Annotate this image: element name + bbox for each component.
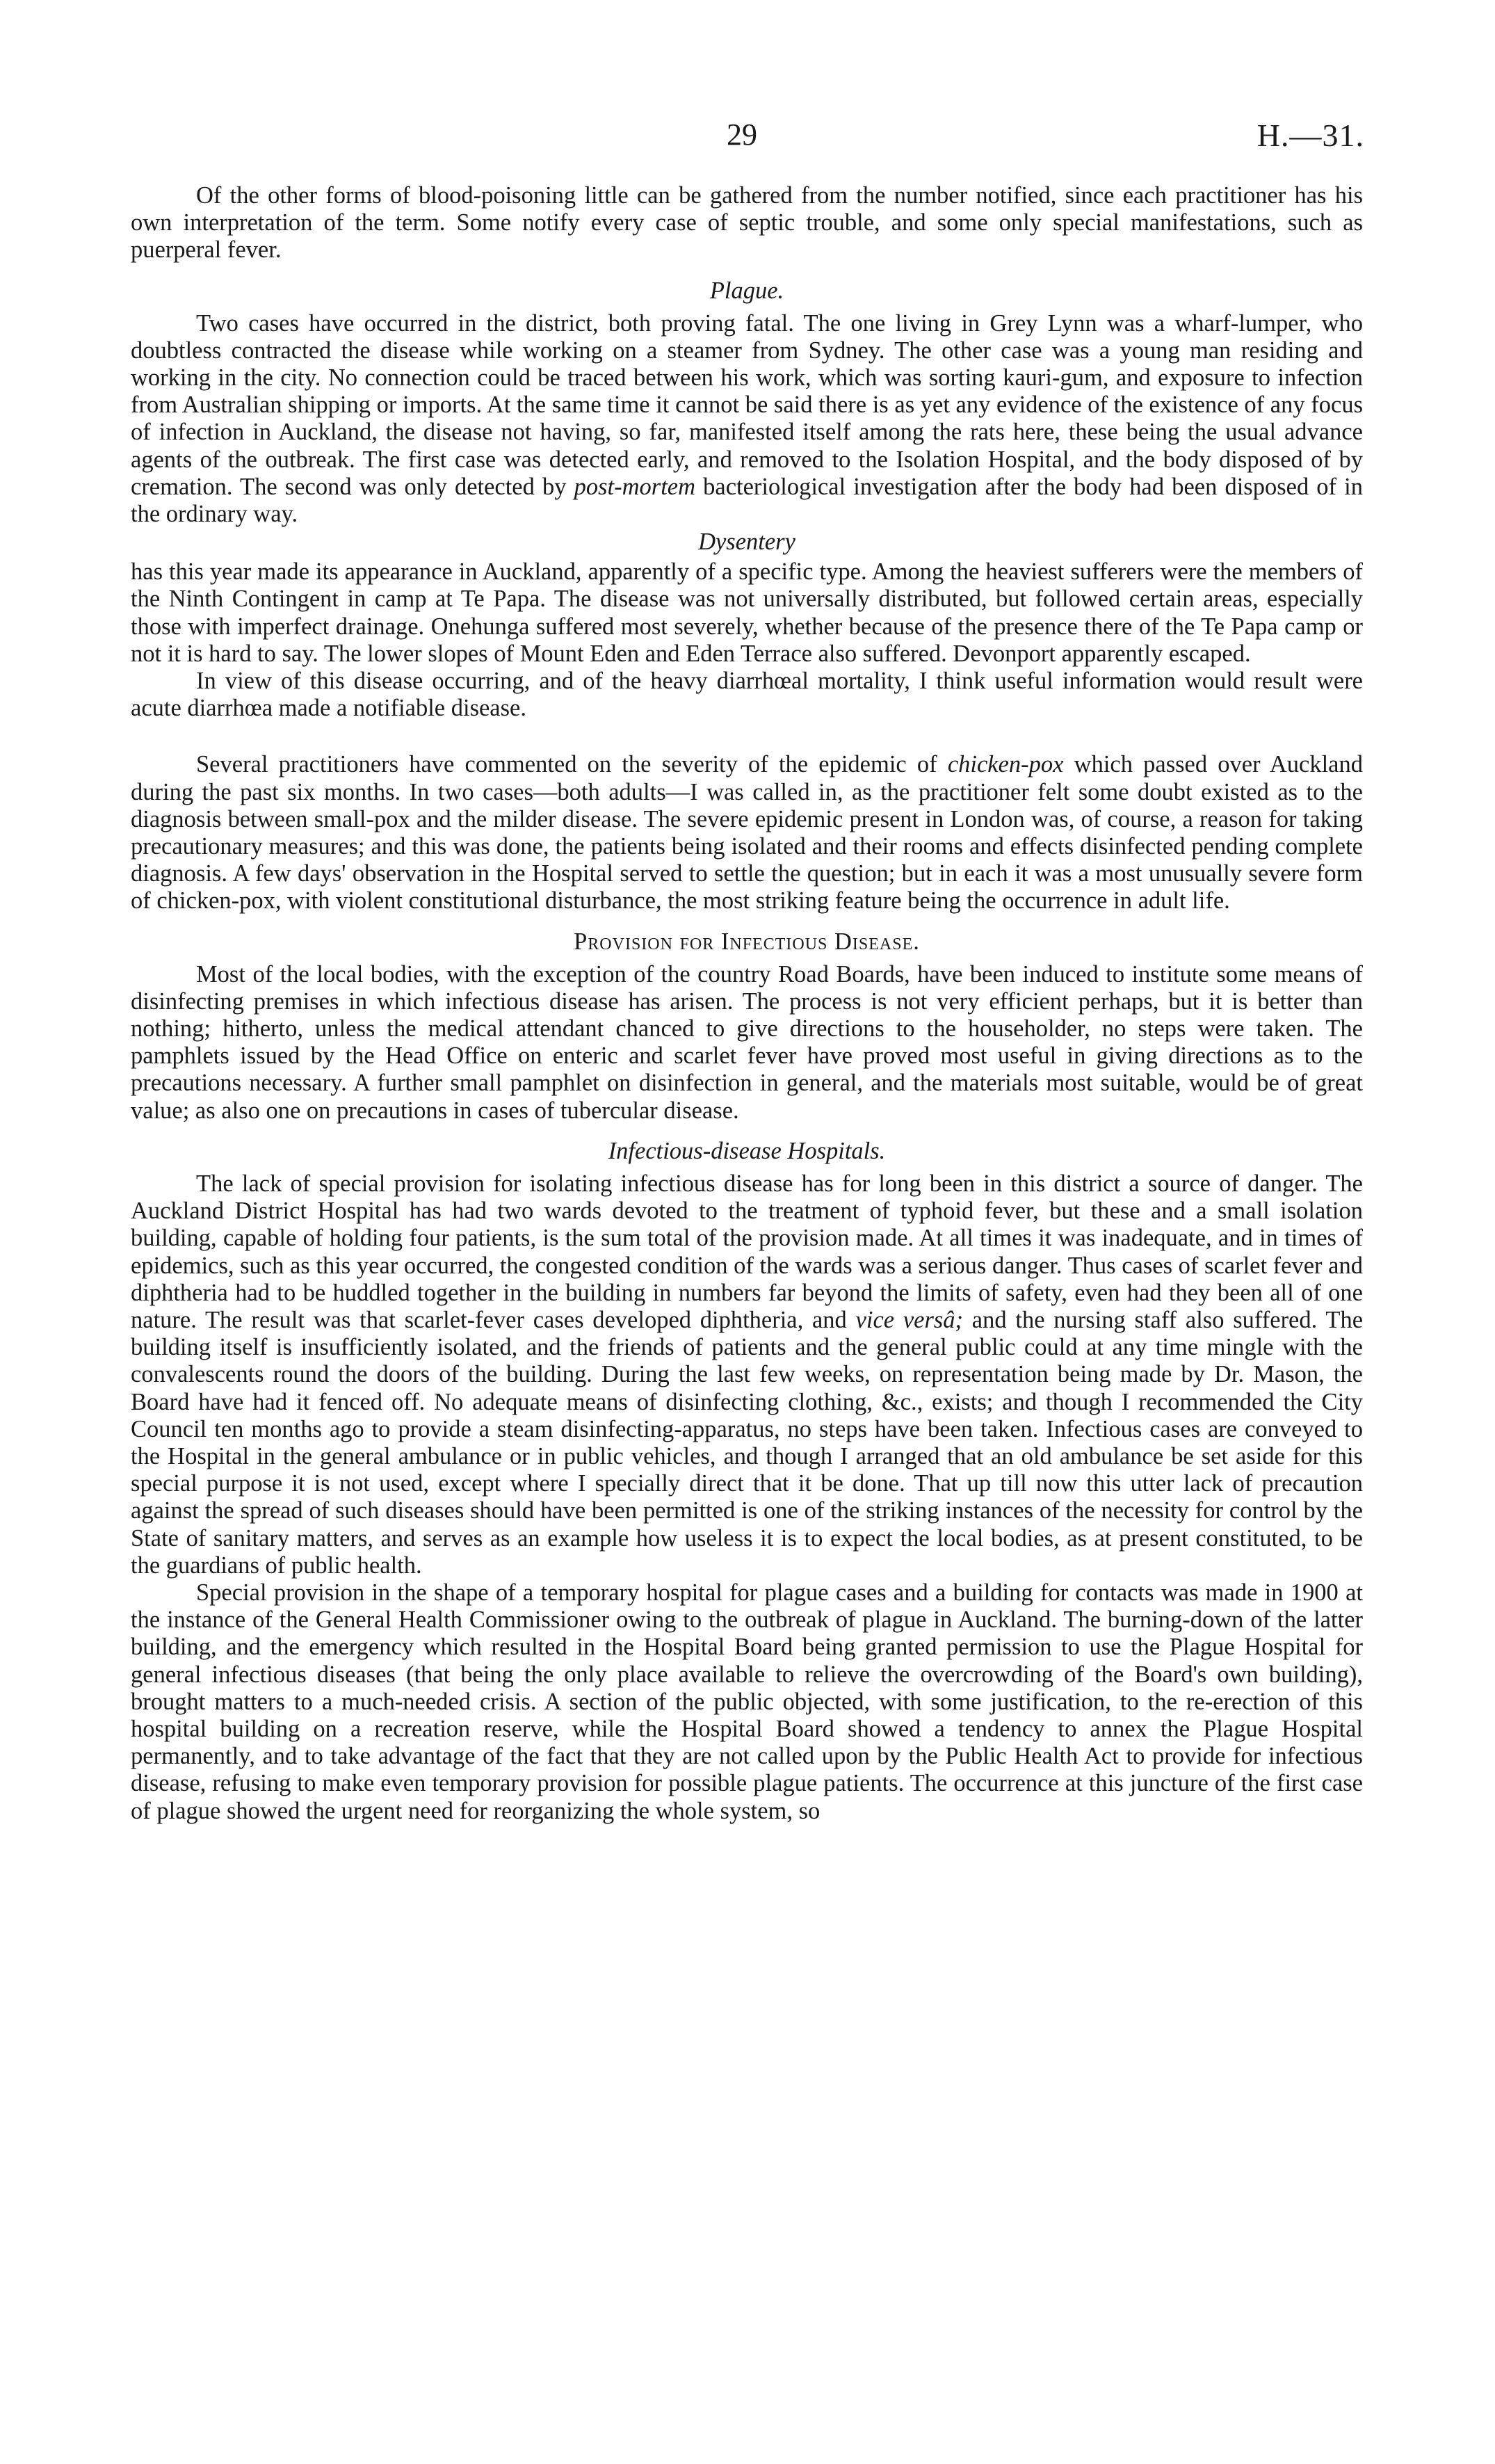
spacer	[131, 722, 1363, 751]
hospitals-text-end: and the nursing staff also suffered. The building itself is insufficiently isolated, and the friends of patients and the general public could at any time mingle with the convalescents round the doors of the building. During the last few weeks, on representation being made by Dr. Mason, the Board have had it fenced off. No adequate means of disinfecting clothing, &c., exists; and though I recommended the City Council ten months ago to provide a steam disinfecting-apparatus, no steps have been taken. Infectious cases are conveyed to the Hospital in the general ambulance or in public vehicles, and though I arranged that an old ambulance be set aside for this special purpose it is not used, except where I specially direct that it be done. That up till now this utter lack of precaution against the spread of such diseases should have been permitted is one of the striking instances of the necessity for control by the State of sanitary matters, and serves as an example how useless it is to expect the local bodies, as at present constituted, to be the guardians of public health.	[131, 1306, 1364, 1579]
heading-dysentery: Dysentery	[698, 529, 795, 556]
heading-hospitals: Infectious-disease Hospitals.	[608, 1137, 886, 1164]
page-body	[131, 182, 1363, 1825]
plague-text-start: Two cases have occurred in the district, both proving fatal. The one living in Grey Lynn was a wharf-lumper, who doubtless contracted the disease while working on a steamer from Sydney. The other case was a young man residing and working in the city. No connection could be traced between his work, which was sorting kauri-gum, and exposure to infection from Australian shipping or imports. At the same time it cannot be said there is as yet any evidence of the existence of any focus of infection in Auckland, the disease not having, so far, manifested itself among the rats here, these being the usual advance agents of the outbreak. The first case was detected early, and removed to the Isolation Hospital, and the body disposed of by cremation. The second was only detected by	[131, 309, 1363, 500]
paragraph-provision: Most of the local bodies, with the exception of the country Road Boards, have been induced to institute some means of disinfecting premises in which infectious disease has arisen. The process is not very efficient perhaps, but it is better than nothing; hitherto, unless the medical attendant chanced to give directions to the householder, no steps were taken. The pamphlets issued by the Head Office on enteric and scarlet fever have proved most useful in giving directions as to the precautions necessary. A further small pamphlet on disinfection in general, and the materials most suitable, would be of great value; as also one on precautions in cases of tubercular disease.	[131, 960, 1363, 1124]
paragraph-hospitals-2: Special provision in the shape of a temporary hospital for plague cases and a building for contacts was made in 1900 at the instance of the General Health Commissioner owing to the outbreak of plague in Auckland. The burning-down of the latter building, and the emergency which resulted in the Hospital Board being granted permission to use the Plague Hospital for general infectious diseases (that being the only place available to relieve the overcrowding of the Board's own building), brought matters to a much-needed crisis. A section of the public objected, with some justification, to the re-erection of this hospital building on a recreation reserve, while the Hospital Board showed a tendency to annex the Plague Hospital permanently, and to take advantage of the fact that they are not called upon by the Public Health Act to provide for infectious disease, refusing to make even temporary provision for possible plague patients. The occurrence at this juncture of the first case of plague showed the urgent need for reorganizing the whole system, so	[131, 1579, 1363, 1824]
paragraph-hospitals-1	[131, 1170, 1363, 1579]
plague-text-end: bacteriological investigation after the body had been disposed of in the ordinary way.	[131, 473, 1363, 528]
document-reference: H.—31.	[1256, 118, 1364, 153]
paragraph-dysentery: has this year made its appearance in Auckland, apparently of a specific type. Among the heaviest sufferers were the members of the Ninth Contingent in camp at Te Papa. The disease was not universally distributed, but followed certain areas, especially those with imperfect drainage. Onehunga suffered most severely, whether because of the presence there of the Te Papa camp or not it is hard to say. The lower slopes of Mount Eden and Eden Terrace also suffered. Devonport apparently escaped.	[131, 558, 1363, 667]
chicken-pox-text-end: which passed over Auckland during the past six months. In two cases—both adults—I was called in, as the practitioner felt some doubt existed as to the diagnosis between small-pox and the milder disease. The severe epidemic present in London was, of course, a reason for taking precautionary measures; and this was done, the patients being isolated and their rooms and effects disinfected pending complete diagnosis. A few days' observation in the Hospital served to settle the question; but in each it was a most unusually severe form of chicken-pox, with violent constitutional disturbance, the most striking feature being the occurrence in adult life.	[131, 751, 1363, 915]
hospitals-text-start: The lack of special provision for isolating infectious disease has for long been in this district a source of danger. The Auckland District Hospital has had two wards devoted to the treatment of typhoid fever, but these and a small isolation building, capable of holding four patients, is the sum total of the provision made. At all times it was inadequate, and in times of epidemics, such as this year occurred, the congested condition of the wards was a serious danger. Thus cases of scarlet fever and diphtheria had to be huddled together in the building in numbers far beyond the limits of safety, even had they been all of one nature. The result was that scarlet-fever cases developed diphtheria, and	[131, 1170, 1363, 1333]
page-number: 29	[727, 118, 757, 152]
heading-plague: Plague.	[709, 277, 784, 304]
page-header	[0, 117, 1495, 159]
chicken-pox-text-emphasis: chicken-pox	[947, 751, 1064, 778]
chicken-pox-text-start: Several practitioners have commented on the severity of the epidemic of	[196, 751, 937, 778]
paragraph-diarrhoea: In view of this disease occurring, and of the heavy diarrhœal mortality, I think useful information would result were acute diarrhœa made a notifiable disease.	[131, 668, 1363, 722]
hospitals-text-emphasis: vice versâ;	[855, 1306, 964, 1333]
heading-provision: Provision for Infectious Disease.	[574, 928, 920, 955]
paragraph-chicken-pox	[131, 751, 1363, 915]
paragraph-blood-poisoning: Of the other forms of blood-poisoning little can be gathered from the number notified, since each practitioner has his own interpretation of the term. Some notify every case of septic trouble, and some only special manifestations, such as puerperal fever.	[131, 182, 1363, 264]
paragraph-plague	[131, 310, 1363, 529]
plague-text-emphasis: post-mortem	[574, 473, 696, 500]
